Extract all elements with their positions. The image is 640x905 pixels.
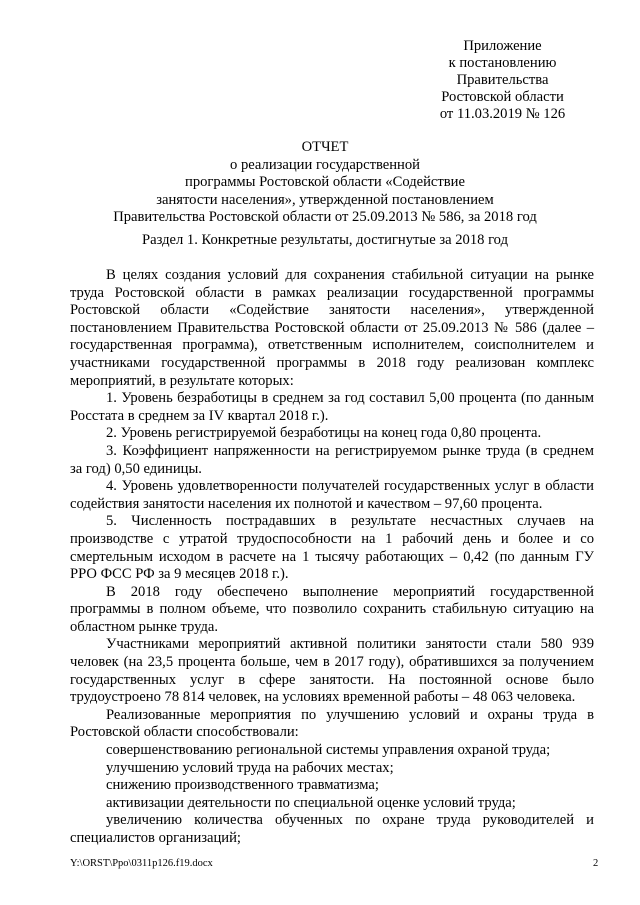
result-item: 5. Численность пострадавших в результате несчастных случаев на производстве с утратой трудоспособности на 1 рабочий день и более и со смертельным исходом в расчете на 1 тысячу работающих – 0,42 (по данным ГУ РРО ФСС РФ за 9 месяцев 2018 г.). — [70, 513, 594, 583]
report-title-line: занятости населения», утвержденной постановлением — [156, 191, 494, 208]
measure-list-item: улучшению условий труда на рабочих местах; — [106, 759, 394, 776]
result-item: 1. Уровень безработицы в среднем за год составил 5,00 процента (по данным Росстата в среднем за IV квартал 2018 г.). — [70, 390, 594, 424]
appendix-line: от 11.03.2019 № 126 — [439, 106, 566, 122]
report-title — [60, 139, 590, 227]
paragraph-2018: В 2018 году обеспечено выполнение мероприятий государственной программы в полном объеме, что позволило сохранить стабильную ситуацию на областном рынке труда. — [70, 583, 594, 635]
intro-paragraph: В целях создания условий для сохранения стабильной ситуации на рынке труда Ростовской области в рамках реализации государственной программы Ростовской области «Содействие занятости населения», утвержденной постановлением Правительства Ростовской области от 25.09.2013 № 586 (далее – государственная программа), ответственным исполнителем, соисполнителем и участниками государственной программы в 2018 году реализован комплекс мероприятий, в результате которых: — [70, 267, 594, 389]
result-item: 3. Коэффициент напряженности на регистрируемом рынке труда (в среднем за год) 0,50 единицы. — [70, 442, 594, 477]
appendix-line: Приложение — [463, 38, 542, 54]
appendix-line: к постановлению — [448, 55, 557, 71]
measure-list-item: совершенствованию региональной системы управления охраной труда; — [106, 742, 551, 759]
appendix-block — [400, 38, 605, 123]
result-item: 2. Уровень регистрируемой безработицы на конец года 0,80 процента. — [106, 425, 542, 442]
section-heading: Раздел 1. Конкретные результаты, достигнутые за 2018 год — [141, 232, 508, 248]
appendix-line: Ростовской области — [441, 89, 564, 105]
measure-list-item: увеличению количества обученных по охране труда руководителей и специалистов организаций; — [70, 812, 594, 846]
appendix-line: Правительства — [456, 72, 549, 88]
footer-file-path: Y:\ORST\Ppo\0311p126.f19.docx — [70, 858, 213, 869]
measure-list-item: снижению производственного травматизма; — [106, 777, 379, 794]
report-title-line: о реализации государственной — [230, 156, 420, 173]
result-item: 4. Уровень удовлетворенности получателей государственных услуг в области содействия занятости населения их полнотой и качеством – 97,60 процента. — [70, 478, 594, 512]
report-title-line: Правительства Ростовской области от 25.09.2013 № 586, за 2018 год — [113, 209, 537, 226]
paragraph-participants: Участниками мероприятий активной политики занятости стали 580 939 человек (на 23,5 процента больше, чем в 2017 году), обратившихся за получением государственных услуг в сфере занятости. На постоянной основе было трудоустроено 78 814 человек, на условиях временной работы – 48 063 человека. — [70, 636, 594, 706]
report-title-line: программы Ростовской области «Содействие — [185, 174, 465, 191]
paragraph-measures: Реализованные мероприятия по улучшению условий и охраны труда в Ростовской области способствовали: — [70, 706, 594, 741]
report-title-line: ОТЧЕТ — [301, 139, 349, 155]
body-text — [70, 267, 594, 848]
footer-page-number: 2 — [593, 858, 599, 869]
measure-list-item: активизации деятельности по специальной оценке условий труда; — [106, 794, 516, 811]
